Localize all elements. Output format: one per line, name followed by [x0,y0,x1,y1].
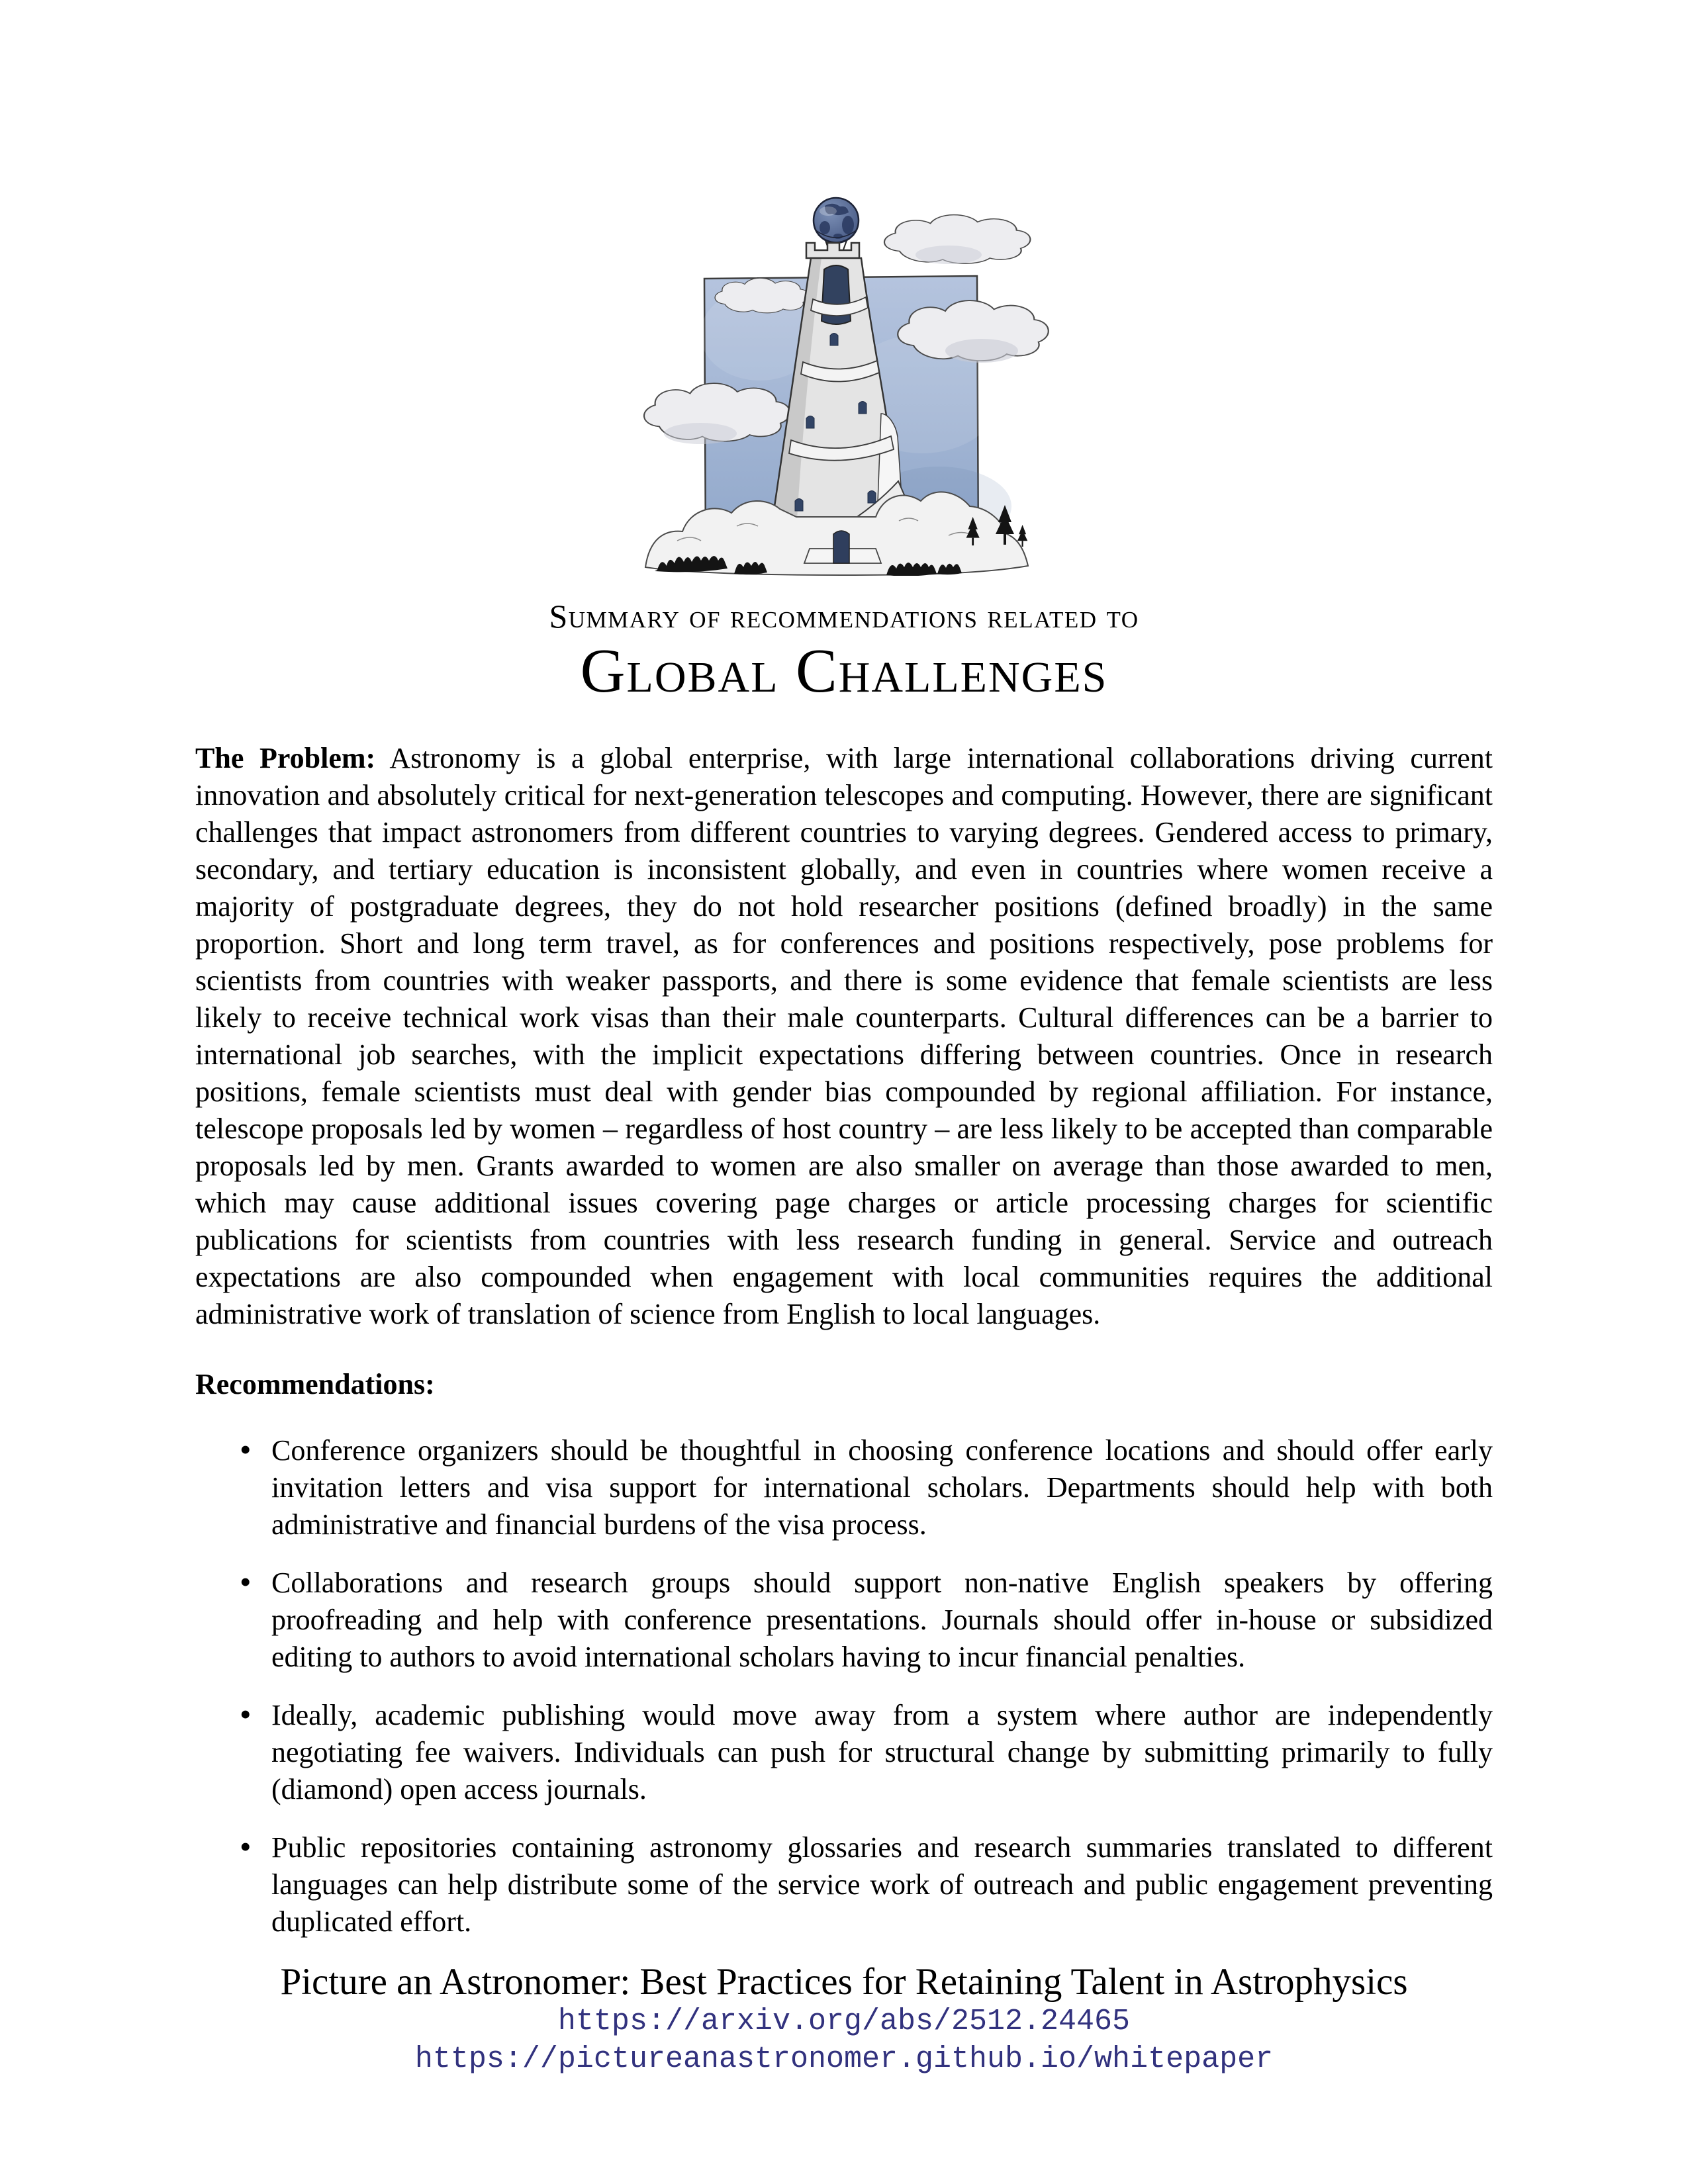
footer-title: Picture an Astronomer: Best Practices for Retaining Talent in Astrophysics [280,1961,1408,2003]
page-title: Global Challenges [580,637,1108,705]
recommendation-item: • Ideally, academic publishing would move away from a system where author are independently negotiating fee waivers. Individuals can push for structural change by submitting primarily to fully (diamond) open access journals. [271,1697,1493,1808]
header-illustration [637,195,1051,576]
document-kicker: Summary of recommendations related to [549,598,1139,635]
recommendation-item: • Conference organizers should be thoughtful in choosing conference locations and should offer early invitation letters and visa support for international scholars. Departments should help with both administrative and financial burdens of the visa process. [271,1432,1493,1543]
recommendation-item: • Public repositories containing astronomy glossaries and research summaries translated to different languages can help distribute some of the service work of outreach and public engagement preventing duplicated effort. [271,1829,1493,1940]
problem-label: The Problem: [195,742,376,774]
recommendation-item: • Collaborations and research groups should support non-native English speakers by offering proofreading and help with conference presentations. Journals should offer in-house or subsidized editing to authors to avoid international scholars having to incur financial penalties. [271,1565,1493,1676]
footer [195,1962,1493,2078]
problem-paragraph [195,740,1493,1333]
footer-link-whitepaper[interactable]: https://pictureanastronomer.github.io/whitepaper [414,2042,1274,2076]
problem-text: Astronomy is a global enterprise, with large international collaborations driving current innovation and absolutely critical for next-generation telescopes and computing. However, there are significant challenges that impact astronomers from different countries to varying degrees. Gendered access to primary, secondary, and tertiary education is inconsistent globally, and even in countries where women receive a majority of postgraduate degrees, they do not hold researcher positions (defined broadly) in the same proportion. Short and long term travel, as for conferences and positions respectively, pose problems for scientists from countries with weaker passports, and there is some evidence that female scientists are less likely to receive technical work visas than their male counterparts. Cultural differences can be a barrier to international job searches, with the implicit expectations differing between countries. Once in research positions, female scientists must deal with gender bias compounded by regional affiliation. For instance, telescope proposals led by women – regardless of host country – are less likely to be accepted than comparable proposals led by men. Grants awarded to women are also smaller on average than those awarded to men, which may cause additional issues covering page charges or article processing charges for scientific publications for scientists from countries with less research funding in general. Service and outreach expectations are also compounded when engagement with local communities requires the additional administrative work of translation of science from English to local languages. [195,742,1493,1330]
tower-illustration-svg [637,195,1051,576]
recommendations-list [195,1432,1493,1940]
footer-link-arxiv[interactable]: https://arxiv.org/abs/2512.24465 [557,2005,1131,2038]
recommendations-heading: Recommendations: [195,1368,435,1400]
